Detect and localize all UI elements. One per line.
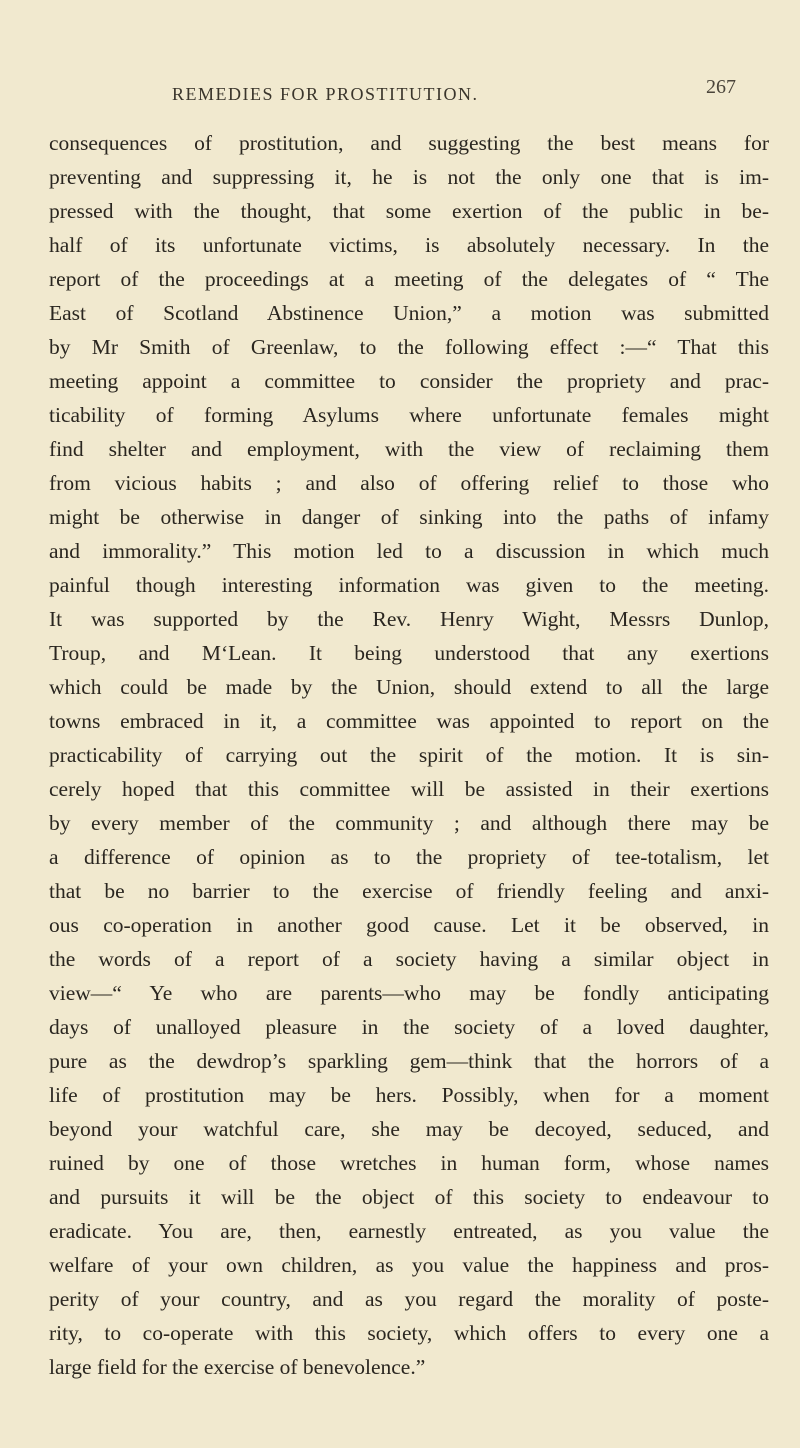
text-line: large field for the exercise of benevolence.”: [49, 1355, 426, 1379]
text-line: perity of your country, and as you regard the morality of poste-: [49, 1287, 769, 1311]
text-line: report of the proceedings at a meeting of the delegates of “ The: [49, 267, 769, 291]
text-line: pure as the dewdrop’s sparkling gem—think that the horrors of a: [49, 1049, 769, 1073]
text-line: ruined by one of those wretches in human form, whose names: [49, 1151, 769, 1175]
text-line: that be no barrier to the exercise of friendly feeling and anxi-: [49, 879, 769, 903]
text-line: life of prostitution may be hers. Possibly, when for a moment: [49, 1083, 769, 1107]
text-line: find shelter and employment, with the view of reclaiming them: [49, 437, 769, 461]
text-line: and pursuits it will be the object of this society to endeavour to: [49, 1185, 769, 1209]
text-line: meeting appoint a committee to consider the propriety and prac-: [49, 369, 769, 393]
text-line: eradicate. You are, then, earnestly entreated, as you value the: [49, 1219, 769, 1243]
body-text: [49, 126, 769, 1384]
text-line: the words of a report of a society having a similar object in: [49, 947, 769, 971]
text-line: rity, to co-operate with this society, which offers to every one a: [49, 1321, 769, 1345]
text-line: a difference of opinion as to the propriety of tee-totalism, let: [49, 845, 769, 869]
text-line: by Mr Smith of Greenlaw, to the following effect :—“ That this: [49, 335, 769, 359]
text-line: Troup, and M‘Lean. It being understood that any exertions: [49, 641, 769, 665]
text-line: beyond your watchful care, she may be decoyed, seduced, and: [49, 1117, 769, 1141]
text-line: and immorality.” This motion led to a discussion in which much: [49, 539, 769, 563]
text-line: half of its unfortunate victims, is absolutely necessary. In the: [49, 233, 769, 257]
text-line: ticability of forming Asylums where unfortunate females might: [49, 403, 769, 427]
text-line: might be otherwise in danger of sinking into the paths of infamy: [49, 505, 769, 529]
text-line: welfare of your own children, as you value the happiness and pros-: [49, 1253, 769, 1277]
text-line: pressed with the thought, that some exertion of the public in be-: [49, 199, 769, 223]
text-line: which could be made by the Union, should extend to all the large: [49, 675, 769, 699]
text-line: towns embraced in it, a committee was appointed to report on the: [49, 709, 769, 733]
text-line: preventing and suppressing it, he is not the only one that is im-: [49, 165, 769, 189]
text-line: from vicious habits ; and also of offering relief to those who: [49, 471, 769, 495]
page-number: 267: [706, 76, 736, 98]
text-line: consequences of prostitution, and suggesting the best means for: [49, 131, 769, 155]
text-line: ous co-operation in another good cause. Let it be observed, in: [49, 913, 769, 937]
text-line: days of unalloyed pleasure in the society of a loved daughter,: [49, 1015, 769, 1039]
text-line: view—“ Ye who are parents—who may be fondly anticipating: [49, 981, 769, 1005]
text-line: cerely hoped that this committee will be assisted in their exertions: [49, 777, 769, 801]
text-line: painful though interesting information was given to the meeting.: [49, 573, 769, 597]
text-line: by every member of the community ; and although there may be: [49, 811, 769, 835]
text-line: It was supported by the Rev. Henry Wight, Messrs Dunlop,: [49, 607, 769, 631]
text-line: East of Scotland Abstinence Union,” a motion was submitted: [49, 301, 769, 325]
text-line: practicability of carrying out the spirit of the motion. It is sin-: [49, 743, 769, 767]
running-title: REMEDIES FOR PROSTITUTION.: [172, 84, 479, 104]
